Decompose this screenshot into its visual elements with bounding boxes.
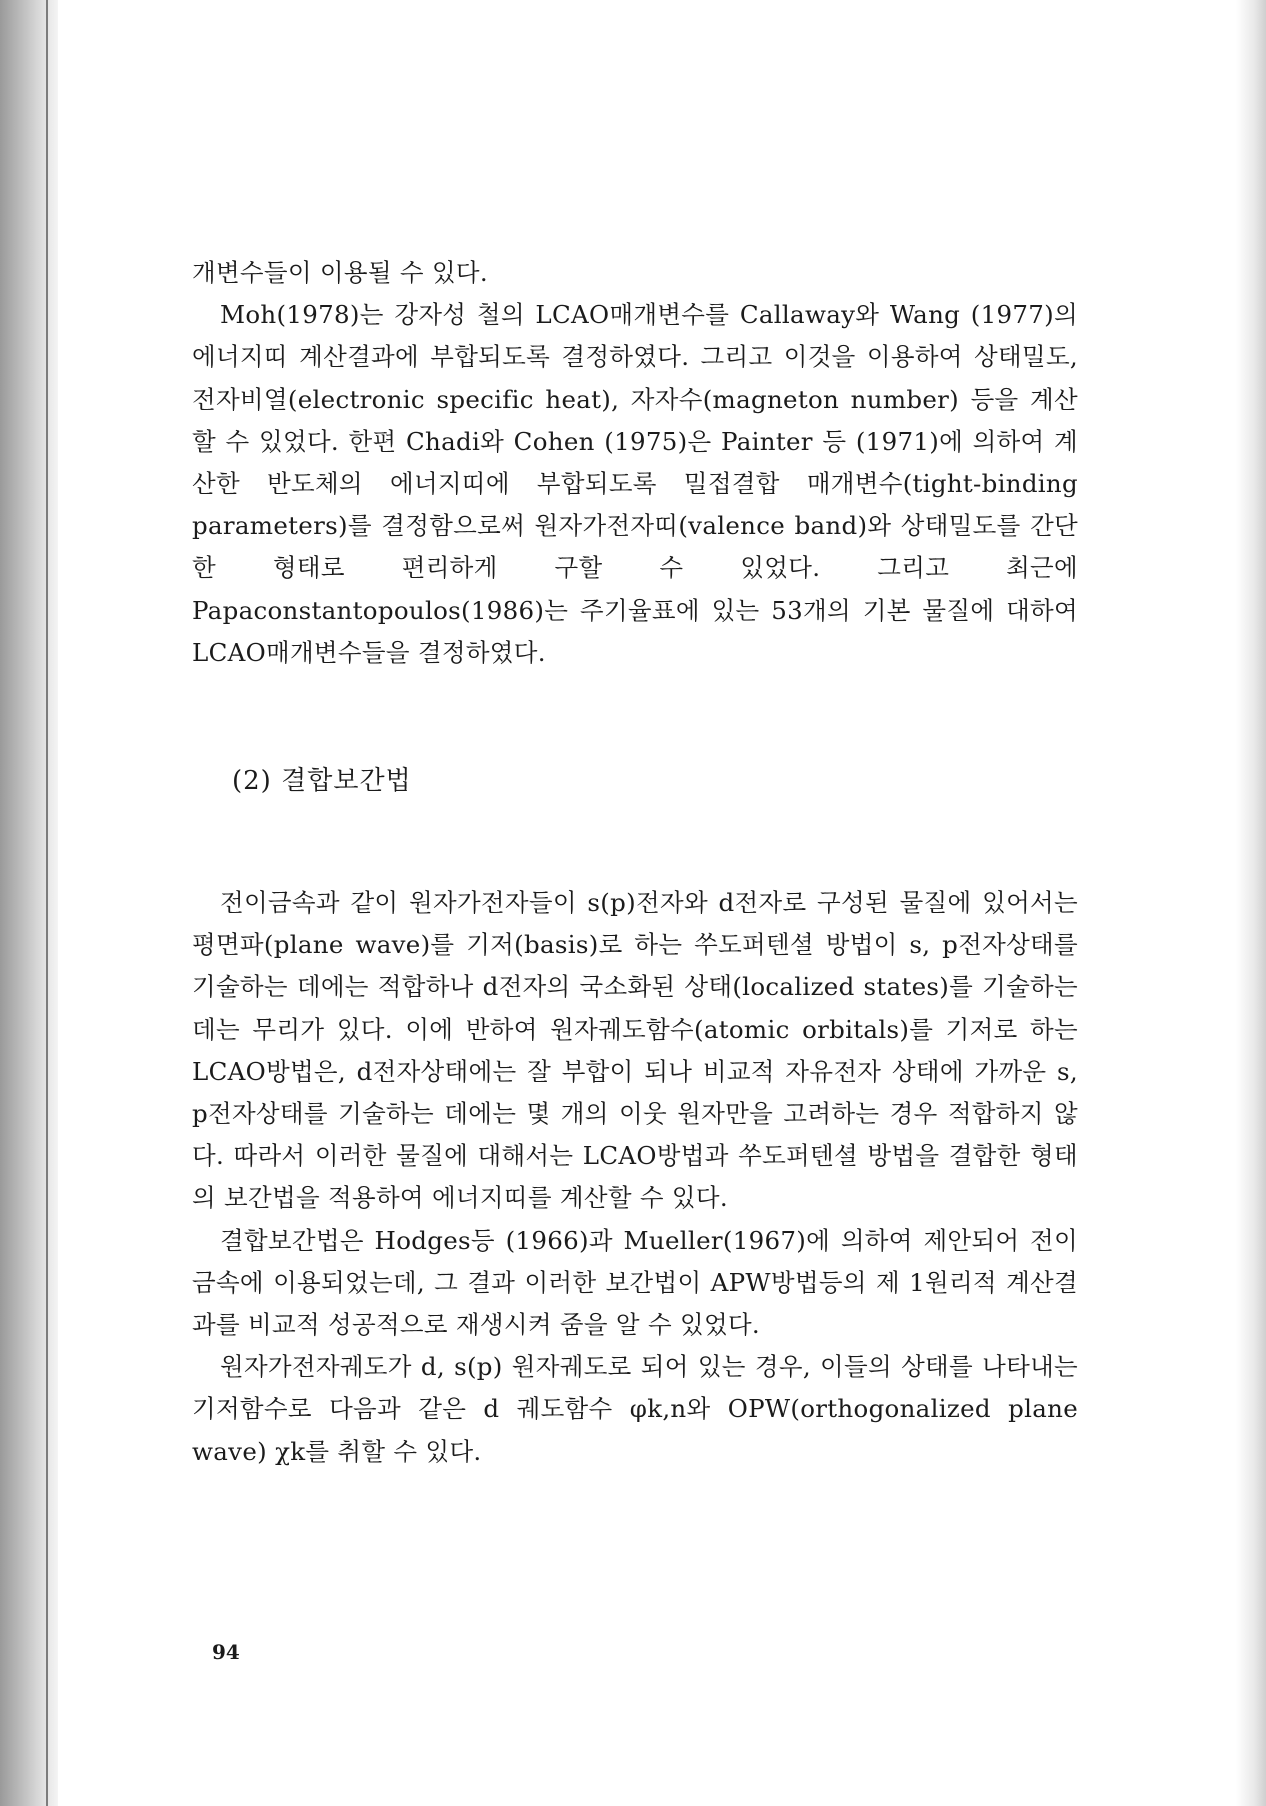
page-edge-shadow bbox=[1236, 0, 1266, 1806]
book-spine-shadow bbox=[0, 0, 58, 1806]
paragraph-continuation: 개변수들이 이용될 수 있다. bbox=[192, 258, 488, 287]
section-heading: (2) 결합보간법 bbox=[232, 766, 412, 797]
page-body bbox=[192, 252, 1078, 1473]
book-spine-edge bbox=[46, 0, 48, 1806]
paragraph-transition-metals: 전이금속과 같이 원자가전자들이 s(p)전자와 d전자로 구성된 물질에 있어서는 평면파(plane wave)를 기저(basis)로 하는 쑤도퍼텐셜 방법이 s, p전자상태를 기술하는 데에는 적합하나 d전자의 국소화된 상태(localized states)를 기술하는 데는 무리가 있다. 이에 반하여 원자궤도함수(atomic orbitals)를 기저로 하는 LCAO방법은, d전자상태에는 잘 부합이 되나 비교적 자유전자 상태에 가까운 s, p전자상태를 기술하는 데에는 몇 개의 이웃 원자만을 고려하는 경우 적합하지 않다. 따라서 이러한 물질에 대해서는 LCAO방법과 쑤도퍼텐셜 방법을 결합한 형태의 보간법을 적용하여 에너지띠를 계산할 수 있다. bbox=[192, 888, 1078, 1213]
paragraph-combined-interpolation: 결합보간법은 Hodges등 (1966)과 Mueller(1967)에 의하여 제안되어 전이금속에 이용되었는데, 그 결과 이러한 보간법이 APW방법등의 제 1원리적 계산결과를 비교적 성공적으로 재생시켜 줌을 알 수 있었다. bbox=[192, 1225, 1078, 1340]
spacer bbox=[192, 802, 1078, 882]
spacer bbox=[192, 674, 1078, 760]
paragraph-basis-functions: 원자가전자궤도가 d, s(p) 원자궤도로 되어 있는 경우, 이들의 상태를 나타내는 기저함수로 다음과 같은 d 궤도함수 φk,n와 OPW(orthogonalized plane wave) χk를 취할 수 있다. bbox=[192, 1352, 1078, 1466]
page-number: 94 bbox=[212, 1640, 240, 1664]
paragraph-lcao-parameters: Moh(1978)는 강자성 철의 LCAO매개변수를 Callaway와 Wang (1977)의 에너지띠 계산결과에 부합되도록 결정하였다. 그리고 이것을 이용하여 상태밀도, 전자비열(electronic specific heat), 자자수(magneton number) 등을 계산할 수 있었다. 한편 Chadi와 Cohen (1975)은 Painter 등 (1971)에 의하여 계산한 반도체의 에너지띠에 부합되도록 밀접결합 매개변수(tight-binding parameters)를 결정함으로써 원자가전자띠(valence band)와 상태밀도를 간단한 형태로 편리하게 구할 수 있었다. 그리고 최근에 Papaconstantopoulos(1986)는 주기율표에 있는 53개의 기본 물질에 대하여 LCAO매개변수들을 결정하였다. bbox=[192, 300, 1078, 667]
